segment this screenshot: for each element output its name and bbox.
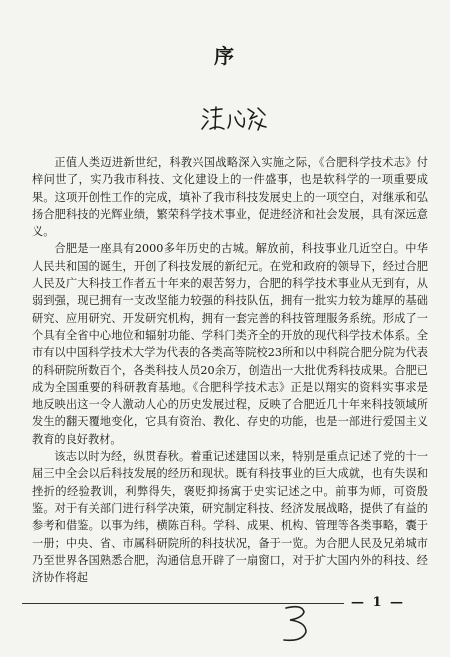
paragraph-2: 合肥是一座具有2000多年历史的古城。解放前，科技事业几近空白。中华人民共和国的诞生，开创了科技发展的新纪元。在党和政府的领导下，经过合肥人民及广大科技工作者五十年来的艰苦努力，合肥的科学技术事业从无到有，从弱到强，现已拥有一支改坚能力较强的科技队伍，拥有一批实力较为雄厚的基础研究、应用研究、开发研究机构，拥有一套完善的科技管理服务系统。形成了一个具有全省中心地位和辐射功能、学科门类齐全的开放的现代科学技术体系。全市有以中国科学技术大学为代表的各类高等院校23所和以中科院合肥分院为代表的科研院所数百个，各类科技人员20余万，创造出一大批优秀科技成果。合肥已成为全国重要的科研教育基地。《合肥科学技术志》正是以翔实的资料实事求是地反映出这一令人激动人心的历史发展过程，反映了合肥近几十年来科技领域所发生的翻天覆地变化，它具有资治、教化、存史的功能，也是一部进行爱国主义教育的良好教材。 xyxy=(32,242,428,446)
page-number: — 1 — xyxy=(350,595,406,610)
preface-body xyxy=(32,154,428,586)
paragraph-3: 该志以时为经，纵贯春秋。着重记述建国以来，特别是重点记述了党的十一届三中全会以后科技发展的经历和现状。既有科技事业的巨大成就，也有失误和挫折的经验教训，利弊得失，褒贬抑扬寓于史实记述之中。前事为师，可资殷鉴。对于有关部门进行科学决策，研究制定科技、经济发展战略，提供了有益的参考和借鉴。以事为纬，横陈百科。学科、成果、机构、管理等各类事略，囊于一册；中央、省、市属科研院所的科技状况，备于一览。为合肥人民及兄弟城市乃至世界各国熟悉合肥，沟通信息开辟了一扇窗口，对于扩大国内外的科技、经济协作将起 xyxy=(32,450,428,585)
author-signature xyxy=(200,103,270,133)
paragraph-1: 正值人类迈进新世纪，科教兴国战略深入实施之际，《合肥科学技术志》付梓问世了，实乃我市科技、文化建设上的一件盛事，也是软科学的一项重要成果。这项开创性工作的完成，填补了我市科技发展史上的一项空白，对继承和弘扬合肥科技的光辉业绩，繁荣科学技术事业，促进经济和社会发展，具有深远意义。 xyxy=(32,156,428,239)
preface-title: 序 xyxy=(214,44,236,68)
handwritten-mark xyxy=(278,602,314,644)
